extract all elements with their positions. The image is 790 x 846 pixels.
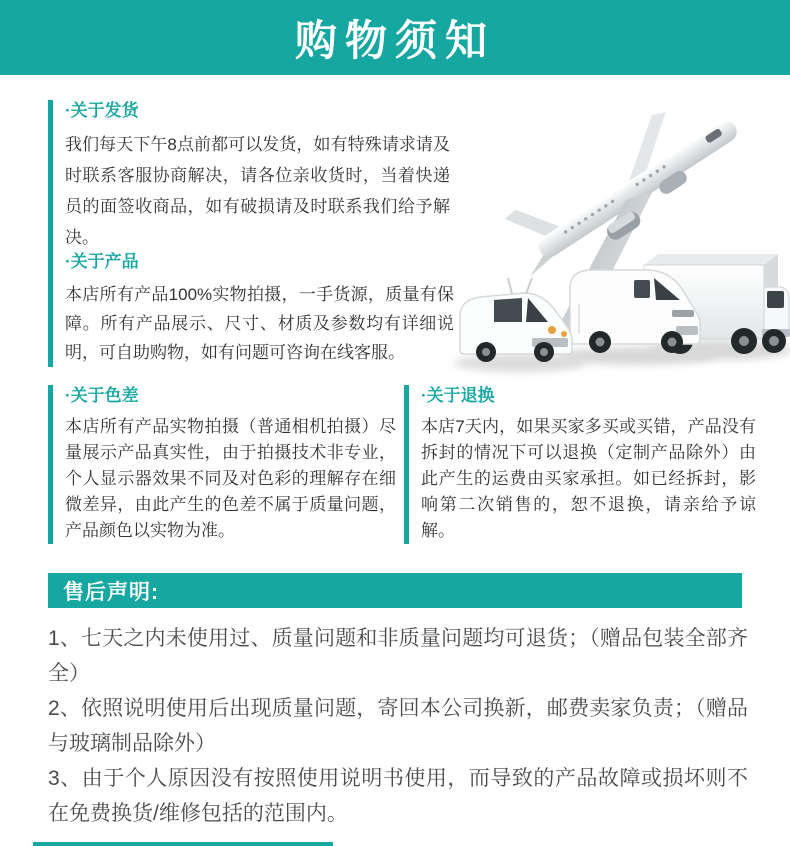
section-color-difference-title: ·关于色差 [65, 386, 139, 405]
bottom-accent-strip [33, 842, 333, 846]
aftersales-list [48, 621, 748, 831]
airplane-truck-van-icon [448, 82, 790, 380]
section-shipping-body: 我们每天下午8点前都可以发货，如有特殊请求请及时联系客服协商解决，请各位亲收货时，当着快递员的面签收商品，如有破损请及时联系我们给予解决。 [65, 135, 450, 247]
page-title: 购物须知 [294, 16, 495, 64]
aftersales-item-3: 3、由于个人原因没有按照使用说明书使用，而导致的产品故障或损坏则不在免费换货/维修包括的范围内。 [48, 767, 748, 825]
section-returns-title: ·关于退换 [421, 386, 495, 405]
minivan-icon [460, 278, 572, 362]
section-product-title: ·关于产品 [65, 252, 139, 271]
aftersales-title: 售后声明: [63, 580, 159, 604]
logistics-illustration [448, 82, 790, 380]
section-color-difference [48, 385, 396, 544]
aftersales-item-1: 1、七天之内未使用过、质量问题和非质量问题均可退货；（赠品包装全部齐全） [48, 627, 748, 685]
section-shipping [48, 100, 450, 253]
section-product-body: 本店所有产品100%实物拍摄，一手货源，质量有保障。所有产品展示、尺寸、材质及参数均有详细说明，可自助购物，如有问题可咨询在线客服。 [65, 285, 454, 362]
section-color-difference-body: 本店所有产品实物拍摄（普通相机拍摄）尽量展示产品真实性，由于拍摄技术非专业，个人显示器效果不同及对色彩的理解存在细微差异，由此产生的色差不属于质量问题，产品颜色以实物为准。 [65, 417, 396, 540]
section-returns-body: 本店7天内，如果买家多买或买错，产品没有拆封的情况下可以退换（定制产品除外）由此产生的运费由买家承担。如已经拆封，影响第二次销售的，恕不退换，请亲给予谅解。 [421, 417, 756, 540]
aftersales-header [48, 573, 742, 608]
section-product [48, 251, 454, 367]
page-header [0, 0, 790, 75]
section-shipping-title: ·关于发货 [65, 101, 139, 120]
section-returns [404, 385, 756, 544]
aftersales-item-2: 2、依照说明使用后出现质量问题，寄回本公司换新，邮费卖家负责；（赠品与玻璃制品除外） [48, 697, 748, 755]
